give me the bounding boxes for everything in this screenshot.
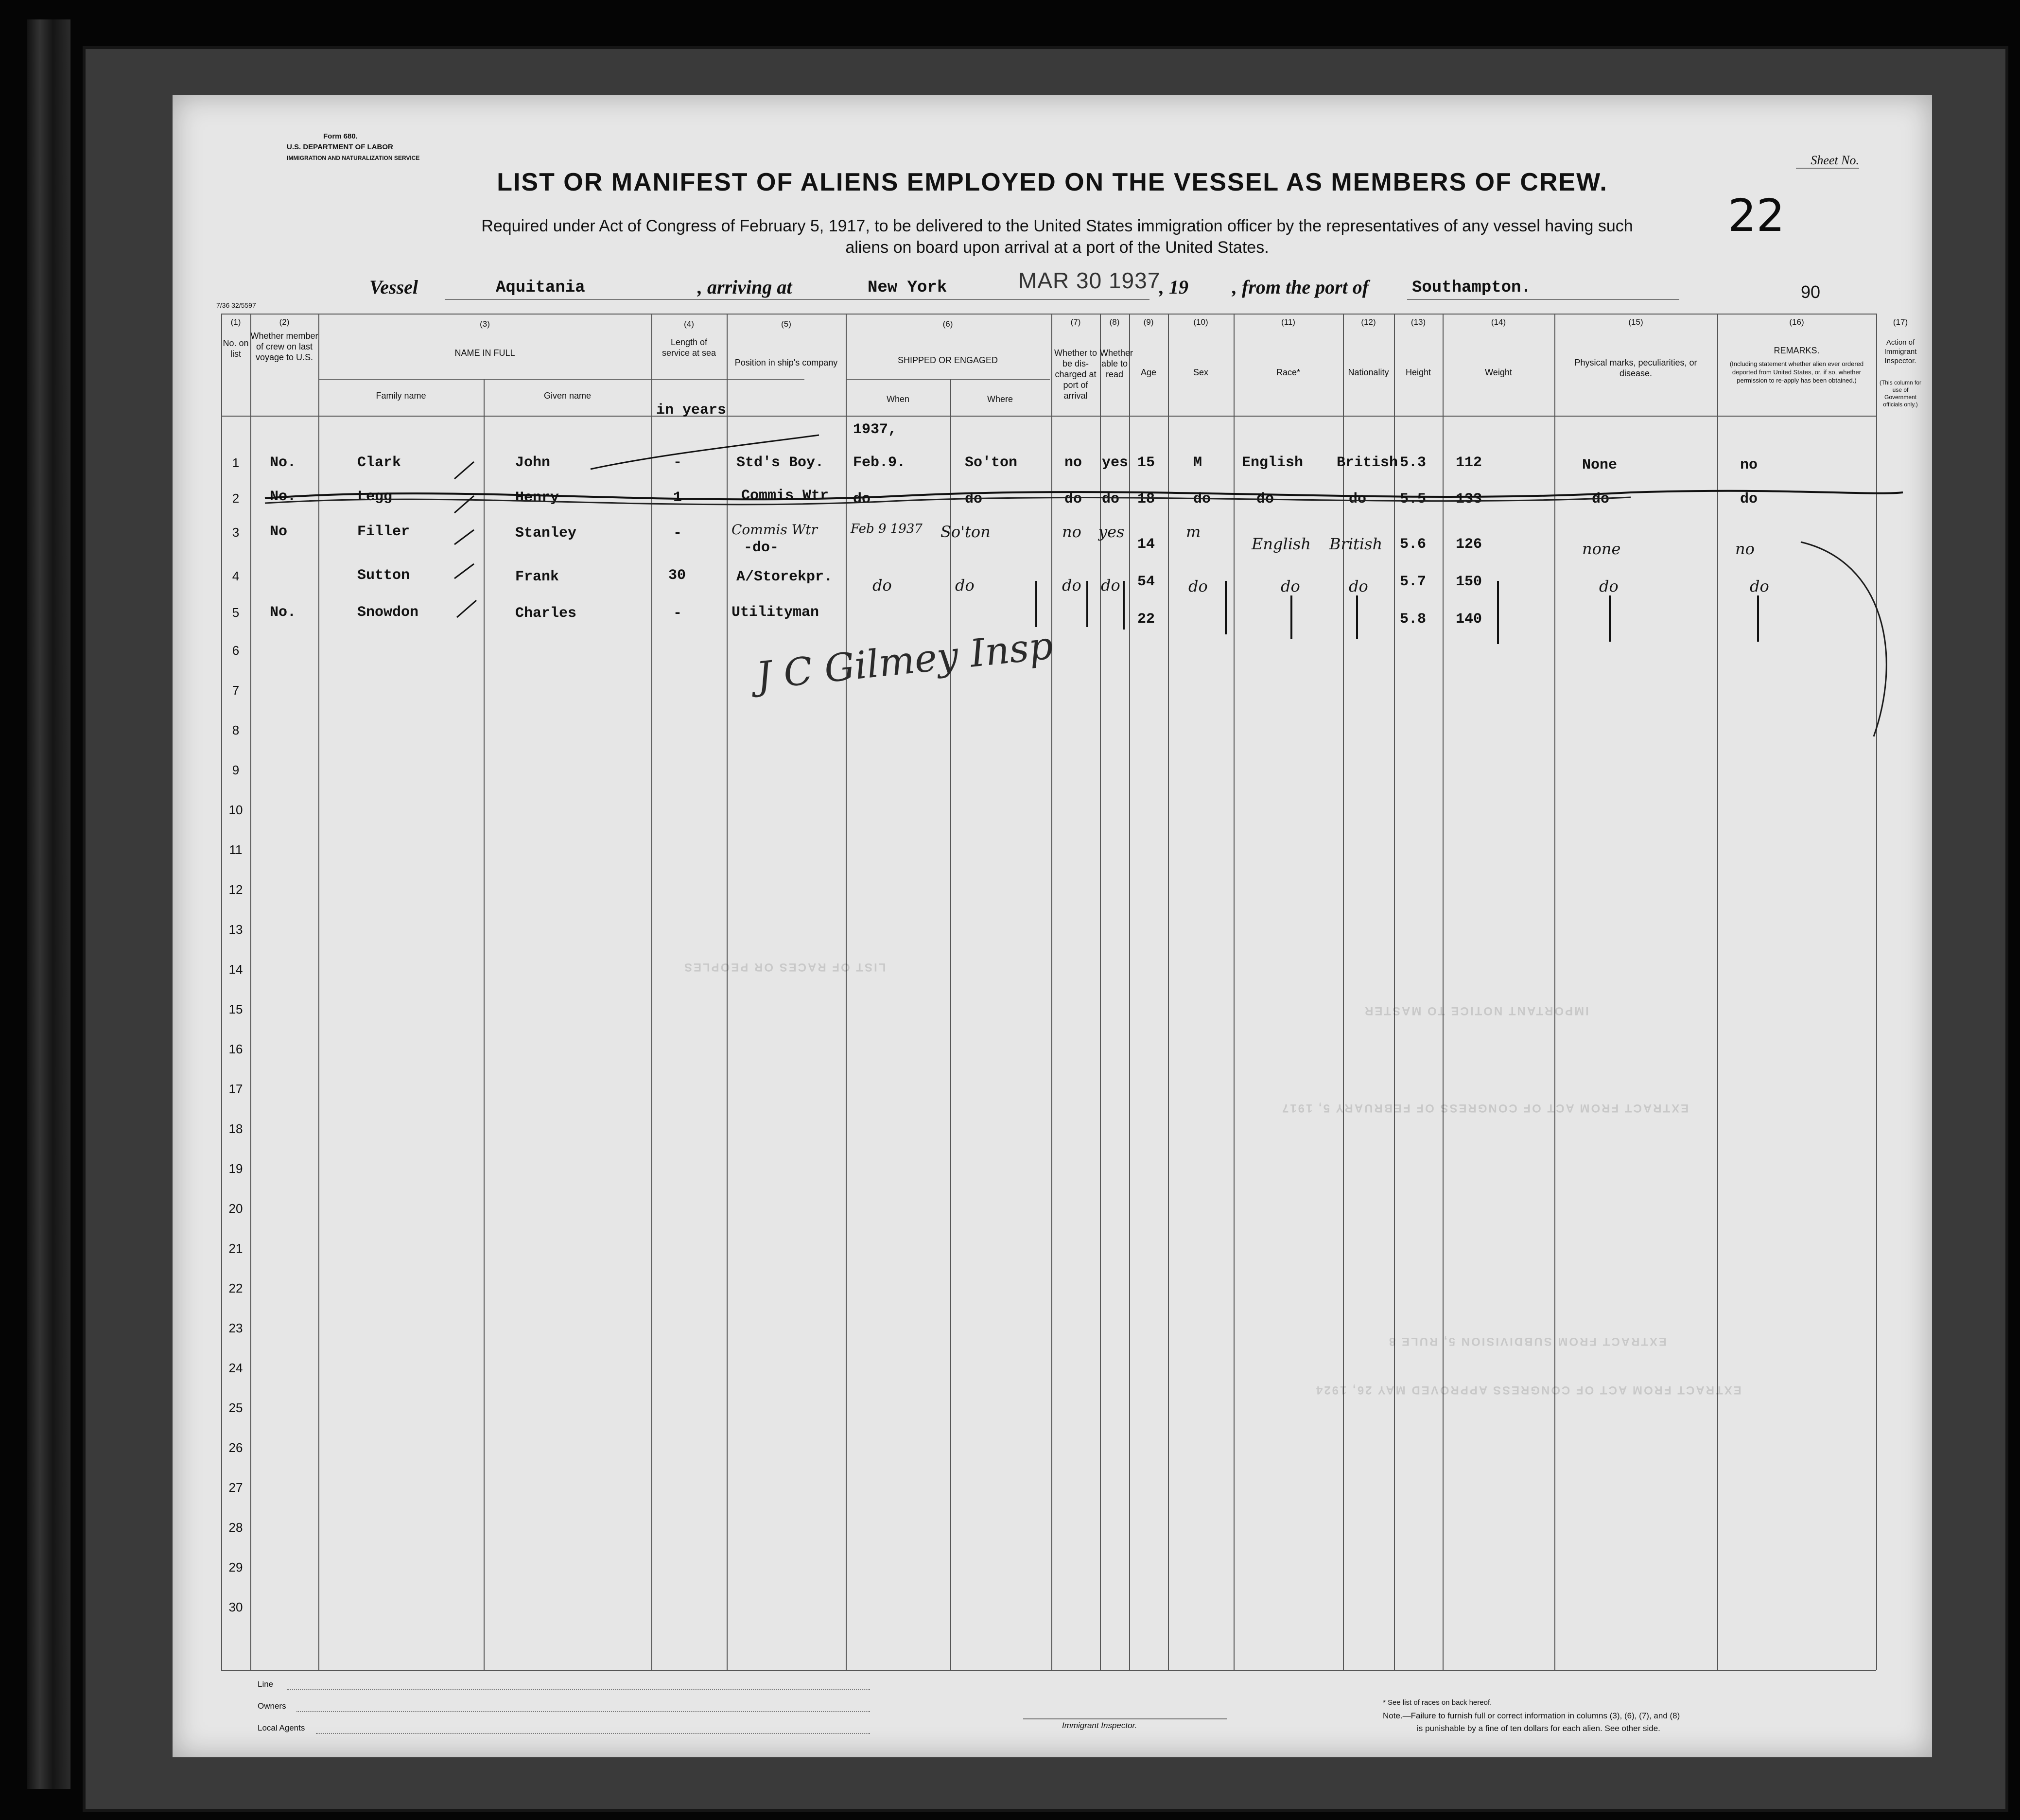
hand-where: do	[955, 576, 975, 595]
col-4-num: (4)	[684, 319, 694, 329]
row-number: 26	[228, 1440, 243, 1455]
family-name-heading: Family name	[376, 391, 426, 401]
row-number: 11	[229, 842, 243, 857]
family-name-cell: Sutton	[357, 567, 410, 584]
height-cell: 5.6	[1400, 536, 1427, 553]
hand-position: Commis Wtr	[731, 522, 818, 538]
vessel-label: Vessel	[369, 276, 418, 298]
bleed-through: IMPORTANT NOTICE TO MASTER	[1363, 1004, 1589, 1017]
service-cell: 30	[668, 567, 686, 584]
year-label: , 19	[1159, 276, 1188, 298]
age-cell: 15	[1137, 455, 1155, 471]
col-6-num: (6)	[942, 319, 953, 329]
discharged-cell: do	[1064, 491, 1082, 508]
hand-discharged: do	[1062, 576, 1081, 595]
race-cell: English	[1242, 455, 1304, 471]
col-12-num: (12)	[1361, 317, 1376, 327]
row-number: 23	[228, 1321, 243, 1335]
col-10-num: (10)	[1193, 317, 1208, 327]
bleed-through: EXTRACT FROM ACT OF CONGRESS OF FEBRUARY 5, 1917	[1281, 1102, 1689, 1115]
col-8-heading: Whether able to read	[1100, 348, 1133, 379]
row-number: 22	[228, 1281, 243, 1295]
hand-where: So'ton	[940, 523, 991, 541]
col-5-num: (5)	[781, 319, 791, 329]
row-number: 29	[228, 1560, 243, 1575]
position-cell: -do-	[744, 540, 779, 556]
hand-read: do	[1101, 576, 1120, 595]
row-number: 7	[232, 683, 240, 698]
service-cell: -	[673, 605, 682, 622]
service-units: in years	[656, 402, 727, 419]
sheet-number: 22	[1728, 190, 1785, 242]
print-code: 7/36 32/5597	[216, 301, 256, 309]
note-line-2: is punishable by a fine of ten dollars for each alien. See other side.	[1417, 1724, 1660, 1733]
form-number: Form 680.	[323, 132, 358, 140]
row-number: 4	[232, 569, 240, 583]
sex-cell: do	[1193, 491, 1211, 508]
row-number: 30	[228, 1600, 243, 1614]
row-number: 1	[232, 455, 240, 470]
family-name-cell: Snowdon	[357, 604, 419, 621]
hand-when: do	[872, 576, 892, 595]
col-7-heading: Whether to be dis-charged at port of arrival	[1054, 348, 1097, 401]
hand-sex: m	[1186, 523, 1201, 541]
marks-cell: None	[1582, 457, 1618, 473]
hand-when: Feb 9 1937	[851, 522, 923, 536]
arriving-label: , arriving at	[697, 276, 792, 298]
row-number: 13	[228, 922, 243, 937]
col-3-heading: NAME IN FULL	[454, 348, 515, 358]
row-number: 2	[232, 491, 240, 506]
row-number: 24	[228, 1361, 243, 1375]
page-title: LIST OR MANIFEST OF ALIENS EMPLOYED ON THE VESSEL AS MEMBERS OF CREW.	[497, 168, 1608, 196]
bleed-through: EXTRACT FROM SUBDIVISION 5, RULE 8	[1388, 1335, 1667, 1348]
col-4-heading: Length of service at sea	[662, 337, 716, 358]
when-cell: Feb.9.	[853, 455, 906, 471]
col-3-num: (3)	[480, 319, 490, 329]
department-name: U.S. DEPARTMENT OF LABOR	[287, 143, 393, 151]
row-number: 9	[232, 763, 240, 777]
col-11-num: (11)	[1281, 317, 1295, 327]
col-6-heading: SHIPPED OR ENGAGED	[897, 355, 998, 365]
col-2-heading: Whether member of crew on last voyage to U.S.	[250, 331, 318, 362]
weight-cell: 140	[1456, 611, 1482, 628]
row-number: 25	[228, 1400, 243, 1415]
discharged-cell: no	[1064, 455, 1082, 471]
age-cell: 54	[1137, 574, 1155, 590]
row-number: 10	[228, 803, 243, 817]
last-voyage-cell: No.	[270, 455, 296, 471]
nationality-cell: British	[1337, 455, 1398, 471]
col-1-heading: No. on list	[223, 338, 249, 359]
local-agents-label: Local Agents	[258, 1723, 305, 1732]
weight-cell: 150	[1456, 574, 1482, 590]
subtitle-line-1: Required under Act of Congress of February 5, 1917, to be delivered to the United States immigration officer by the representatives of any vessel having such	[481, 217, 1633, 235]
hand-race: English	[1252, 535, 1311, 553]
read-cell: yes	[1102, 455, 1129, 471]
nationality-cell: do	[1349, 491, 1367, 508]
col-15-heading: Physical marks, peculiarities, or disease.	[1574, 358, 1697, 378]
race-cell: do	[1256, 491, 1274, 508]
col-13-num: (13)	[1411, 317, 1426, 327]
row-number: 6	[232, 643, 240, 658]
from-port: Southampton.	[1412, 279, 1531, 297]
action-note: (This column for use of Government officials only.)	[1879, 379, 1922, 408]
when-heading: When	[886, 394, 910, 404]
hand-nationality: British	[1329, 535, 1383, 553]
service-cell: -	[673, 455, 682, 471]
service-cell: 1	[673, 490, 682, 506]
hand-sex: do	[1188, 577, 1208, 595]
col-5-heading: Position in ship's company	[734, 358, 838, 368]
given-name-cell: Charles	[515, 605, 577, 622]
col-9-heading: Age	[1140, 368, 1157, 377]
last-voyage-cell: No.	[270, 604, 296, 621]
where-heading: Where	[987, 394, 1013, 404]
hand-discharged: no	[1062, 523, 1081, 541]
row-number: 17	[228, 1082, 243, 1096]
position-cell: Commis Wtr	[741, 488, 829, 504]
hand-marks: do	[1599, 577, 1619, 595]
weight-cell: 133	[1456, 491, 1482, 508]
remarks-note: (Including statement whether alien ever ordered deported from United States, or, if so, whether permission to re-apply has been obtained.)	[1729, 360, 1864, 384]
col-11-heading: Race*	[1276, 368, 1301, 377]
from-port-label: , from the port of	[1232, 276, 1369, 298]
col-7-num: (7)	[1070, 317, 1081, 327]
weight-cell: 112	[1456, 455, 1482, 471]
age-cell: 14	[1137, 536, 1155, 553]
service-name: IMMIGRATION AND NATURALIZATION SERVICE	[287, 155, 420, 161]
where-cell: do	[965, 491, 983, 508]
last-voyage-cell: No	[270, 524, 288, 540]
col-13-heading: Height	[1405, 368, 1431, 377]
col-8-num: (8)	[1109, 317, 1120, 327]
col-12-heading: Nationality	[1348, 368, 1389, 377]
col-2-num: (2)	[279, 317, 290, 327]
hand-nationality: do	[1349, 577, 1368, 595]
owners-label: Owners	[258, 1701, 286, 1711]
col-17-heading: Action of Immigrant Inspector.	[1884, 338, 1917, 365]
given-name-cell: Frank	[515, 569, 559, 585]
bleed-through: LIST OF RACES OR PEOPLES	[683, 961, 886, 974]
service-cell: -	[673, 525, 682, 542]
col-16-num: (16)	[1789, 317, 1804, 327]
subtitle-line-2: aliens on board upon arrival at a port of the United States.	[845, 238, 1269, 257]
col-14-num: (14)	[1491, 317, 1506, 327]
manifest-sheet	[173, 95, 1932, 1757]
marks-cell: do	[1592, 491, 1610, 508]
races-note: * See list of races on back hereof.	[1383, 1698, 1492, 1707]
position-cell: A/Storekpr.	[736, 569, 833, 585]
weight-cell: 126	[1456, 536, 1482, 553]
given-name-cell: Henry	[515, 490, 559, 506]
row-number: 20	[228, 1201, 243, 1216]
note-line-1: Note.—Failure to furnish full or correct information in columns (3), (6), (7), and (8)	[1383, 1711, 1680, 1720]
hand-marks: none	[1582, 540, 1621, 558]
read-cell: do	[1102, 491, 1120, 508]
hand-read: yes	[1098, 523, 1125, 541]
row-number: 14	[228, 962, 243, 977]
row-number: 18	[228, 1121, 243, 1136]
family-name-cell: Legg	[357, 489, 393, 505]
height-cell: 5.3	[1400, 455, 1427, 471]
col-15-num: (15)	[1628, 317, 1643, 327]
position-cell: Std's Boy.	[736, 455, 824, 471]
sheet-no-label: Sheet No.	[1811, 153, 1859, 167]
given-name-heading: Given name	[543, 391, 592, 401]
year-engaged: 1937,	[853, 421, 897, 438]
vessel-name: Aquitania	[496, 279, 585, 297]
hand-remarks: no	[1735, 540, 1755, 558]
family-name-cell: Filler	[357, 524, 410, 540]
given-name-cell: Stanley	[515, 525, 577, 542]
height-cell: 5.8	[1400, 611, 1427, 628]
height-cell: 5.7	[1400, 574, 1427, 590]
last-voyage-cell: No.	[270, 489, 296, 505]
sex-cell: M	[1193, 455, 1202, 471]
col-16-heading: REMARKS.	[1774, 346, 1820, 355]
row-number: 19	[228, 1161, 243, 1176]
hand-remarks: do	[1750, 577, 1769, 595]
col-14-heading: Weight	[1485, 368, 1512, 377]
arriving-port: New York	[868, 279, 947, 297]
row-number: 28	[228, 1520, 243, 1535]
binding-strip	[27, 19, 70, 1789]
col-9-num: (9)	[1143, 317, 1154, 327]
age-cell: 18	[1137, 491, 1155, 508]
immigrant-inspector-label: Immigrant Inspector.	[1062, 1721, 1137, 1730]
family-name-cell: Clark	[357, 455, 401, 471]
row-number: 27	[228, 1480, 243, 1495]
bleed-through: EXTRACT FROM ACT OF CONGRESS APPROVED MAY 26, 1924	[1315, 1383, 1741, 1397]
strike-through-lines	[173, 95, 1932, 1757]
col-17-num: (17)	[1893, 317, 1908, 327]
position-cell: Utilityman	[731, 604, 819, 621]
col-1-num: (1)	[230, 317, 241, 327]
row-number: 5	[232, 605, 240, 620]
col-10-heading: Sex	[1193, 368, 1209, 377]
when-cell: do	[853, 491, 871, 508]
row-number: 3	[232, 525, 240, 540]
height-cell: 5.5	[1400, 491, 1427, 508]
given-name-cell: John	[515, 455, 551, 471]
remarks-cell: do	[1740, 491, 1758, 508]
row-number: 15	[228, 1002, 243, 1016]
date-stamp: MAR 30 1937	[1018, 268, 1161, 293]
row-number: 16	[228, 1042, 243, 1056]
remarks-cell: no	[1740, 457, 1758, 473]
page-number: 90	[1801, 282, 1821, 302]
line-label: Line	[258, 1680, 274, 1689]
inspector-signature: J C Gilmey Insp	[754, 624, 1055, 699]
where-cell: So'ton	[965, 455, 1018, 471]
hand-race: do	[1281, 577, 1300, 595]
row-number: 12	[228, 882, 243, 897]
row-number: 21	[228, 1241, 243, 1256]
age-cell: 22	[1137, 611, 1155, 628]
row-number: 8	[232, 723, 240, 737]
